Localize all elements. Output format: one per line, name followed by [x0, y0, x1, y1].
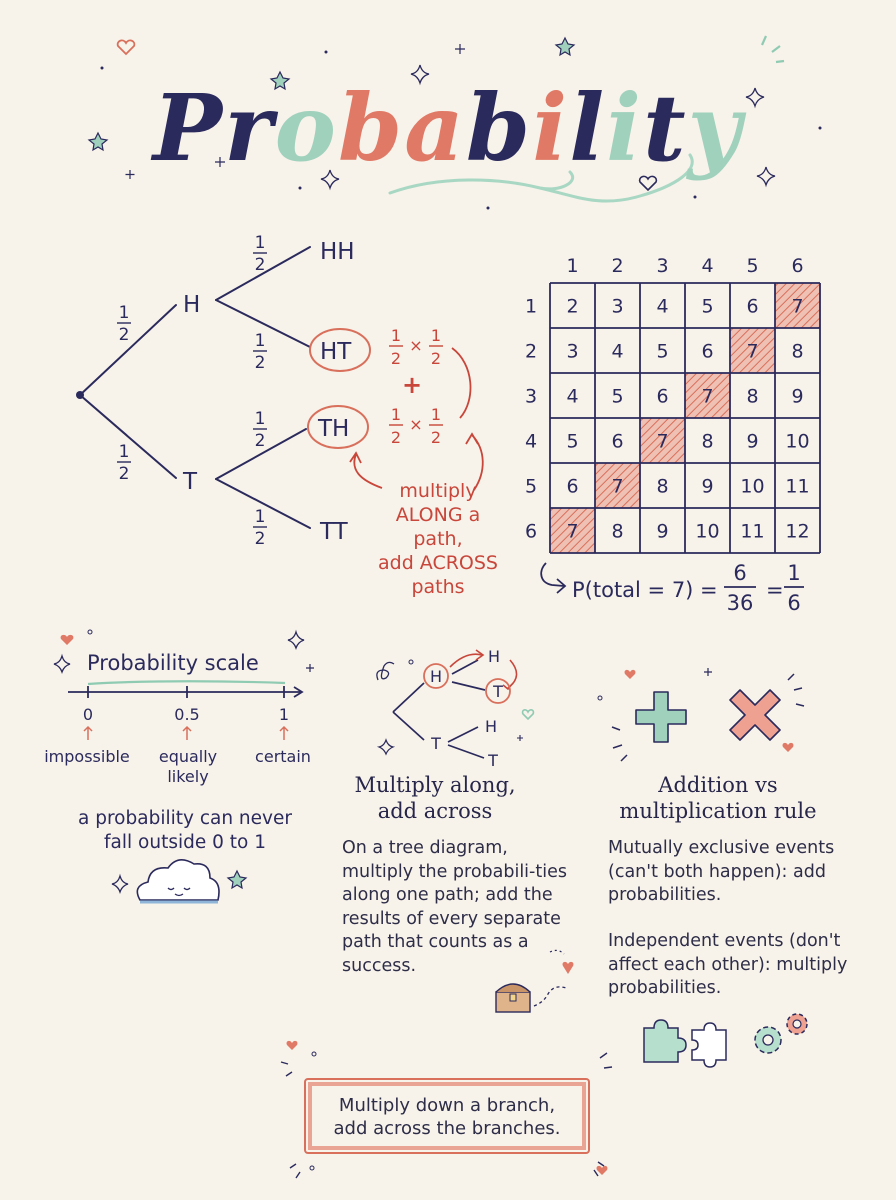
grid-cell: 4: [566, 385, 579, 408]
svg-text:2: 2: [254, 431, 266, 451]
svg-text:2: 2: [254, 529, 266, 549]
column-header: 6: [791, 255, 804, 277]
tick-label: impossible: [44, 747, 130, 766]
grid-cell: 9: [701, 475, 714, 498]
title-letter: i: [532, 74, 570, 182]
column-header: 1: [566, 255, 579, 277]
svg-text:1: 1: [254, 233, 266, 253]
frac2-den: 6: [787, 591, 801, 615]
tick-value: 0.5: [174, 705, 200, 724]
plus-sign: +: [401, 371, 423, 399]
heart-icon: [597, 1166, 608, 1175]
svg-text:2: 2: [430, 349, 442, 368]
svg-text:2: 2: [390, 349, 402, 368]
svg-text:×: ×: [409, 336, 423, 355]
grid-cell: 5: [701, 295, 714, 318]
title-letter: P: [152, 74, 225, 182]
grid-cell: 5: [611, 385, 624, 408]
frac1-num: 6: [733, 561, 747, 585]
outcome-tt: TT: [320, 519, 348, 545]
grid-cell: 4: [611, 340, 624, 363]
node-h: H: [183, 292, 201, 318]
svg-text:1: 1: [118, 442, 130, 462]
column-header: 2: [611, 255, 624, 277]
grid-cell: 5: [656, 340, 669, 363]
svg-text:2: 2: [430, 428, 442, 447]
svg-text:T: T: [493, 682, 503, 701]
frac1-den: 36: [726, 591, 754, 615]
grid-cell: 10: [740, 475, 765, 498]
grid-cell: 8: [611, 520, 624, 543]
svg-text:H: H: [487, 647, 501, 666]
grid-cell: 6: [566, 475, 579, 498]
tree-note: multiply ALONG a path, add ACROSS paths: [377, 480, 499, 598]
grid-cell: 9: [746, 430, 759, 453]
outcome-hh: HH: [320, 239, 355, 265]
frac2-num: 1: [787, 561, 801, 585]
column-header: 5: [746, 255, 759, 277]
grid-cell: 10: [695, 520, 720, 543]
scale-heading: Probability scale: [87, 651, 259, 675]
grid-cell: 7: [791, 295, 804, 318]
svg-text:2: 2: [118, 325, 130, 345]
grid-cell: 7: [611, 475, 624, 498]
grid-cell: 6: [611, 430, 624, 453]
row-header: 6: [524, 520, 538, 543]
grid-cell: 7: [746, 340, 759, 363]
row-header: 2: [524, 340, 538, 363]
column-header: 3: [656, 255, 669, 277]
row-header: 5: [524, 475, 538, 498]
svg-text:2: 2: [118, 464, 130, 484]
outcome-th: TH: [318, 416, 350, 442]
tick-label: certain: [255, 747, 311, 766]
grid-cell: 9: [791, 385, 804, 408]
svg-text:H: H: [484, 717, 498, 736]
grid-cell: 4: [656, 295, 669, 318]
scale-note: a probability can never fall outside 0 to 1: [78, 808, 292, 853]
grid-cell: 8: [701, 430, 714, 453]
dot-icon: [312, 1052, 316, 1056]
title-letter: l: [569, 74, 607, 182]
tick-value: 1: [278, 705, 290, 724]
node-t: T: [183, 469, 198, 495]
title-letter: r: [224, 74, 275, 182]
multiply-body: On a tree diagram, multiply the probabili-ties along one path; add the results of every separate path that counts as a success.: [342, 838, 567, 976]
svg-text:2: 2: [390, 428, 402, 447]
title-letter: b: [465, 74, 533, 182]
grid-cell: 8: [791, 340, 804, 363]
svg-text:1: 1: [254, 507, 266, 527]
grid-cell: 7: [701, 385, 714, 408]
svg-text:1: 1: [390, 405, 402, 424]
grid-cell: 6: [701, 340, 714, 363]
grid-cell: 6: [656, 385, 669, 408]
column-header: 4: [701, 255, 714, 277]
svg-text:T: T: [488, 751, 498, 770]
title-letter: b: [337, 74, 405, 182]
svg-text:1: 1: [430, 405, 442, 424]
grid-cell: 2: [566, 295, 579, 318]
grid-cell: 12: [785, 520, 810, 543]
grid-cell: 3: [566, 340, 579, 363]
grid-cell: 7: [656, 430, 669, 453]
svg-text:1: 1: [254, 331, 266, 351]
grid-cell: 11: [740, 520, 765, 543]
rules-body-1: Mutually exclusive events (can't both happen): add probabilities.: [608, 838, 835, 905]
svg-text:T: T: [431, 734, 441, 753]
title-letter: t: [643, 74, 688, 182]
svg-text:1: 1: [430, 326, 442, 345]
outcome-ht: HT: [320, 339, 352, 365]
row-header: 3: [524, 385, 538, 408]
grid-cell: 6: [746, 295, 759, 318]
rules-heading-lines: Addition vs multiplication rule: [619, 773, 817, 823]
tick-label: equally likely: [158, 747, 218, 786]
grid-cell: 8: [656, 475, 669, 498]
grid-cell: 8: [746, 385, 759, 408]
grid-cell: 5: [566, 430, 579, 453]
title-letter: y: [687, 74, 744, 182]
rules-body-2: Independent events (don't affect each other): multiply probabilities.: [608, 931, 848, 998]
title-letter: a: [404, 74, 466, 182]
summary-text: Multiply down a branch, add across the branches.: [333, 1095, 561, 1139]
title-letter: i: [606, 74, 644, 182]
grid-cell: 11: [785, 475, 810, 498]
grid-cell: 9: [656, 520, 669, 543]
multiply-heading-lines: Multiply along, add across: [354, 773, 516, 823]
svg-text:1: 1: [390, 326, 402, 345]
svg-text:2: 2: [254, 255, 266, 275]
svg-text:1: 1: [254, 409, 266, 429]
dot-icon: [310, 1166, 314, 1170]
tick-value: 0: [82, 705, 94, 724]
svg-text:×: ×: [409, 415, 423, 434]
grid-cell: 3: [611, 295, 624, 318]
summary-box: [304, 1078, 590, 1154]
svg-text:2: 2: [254, 353, 266, 373]
row-header: 4: [524, 430, 538, 453]
result-prefix: P(total = 7) =: [572, 578, 718, 602]
grid-cell: 7: [566, 520, 579, 543]
svg-text:1: 1: [118, 303, 130, 323]
heart-icon: [287, 1041, 298, 1050]
grid-cell: 10: [785, 430, 810, 453]
row-header: 1: [524, 295, 538, 318]
title-letter: o: [274, 74, 338, 182]
result-equals: =: [766, 578, 784, 602]
svg-text:H: H: [429, 667, 443, 686]
